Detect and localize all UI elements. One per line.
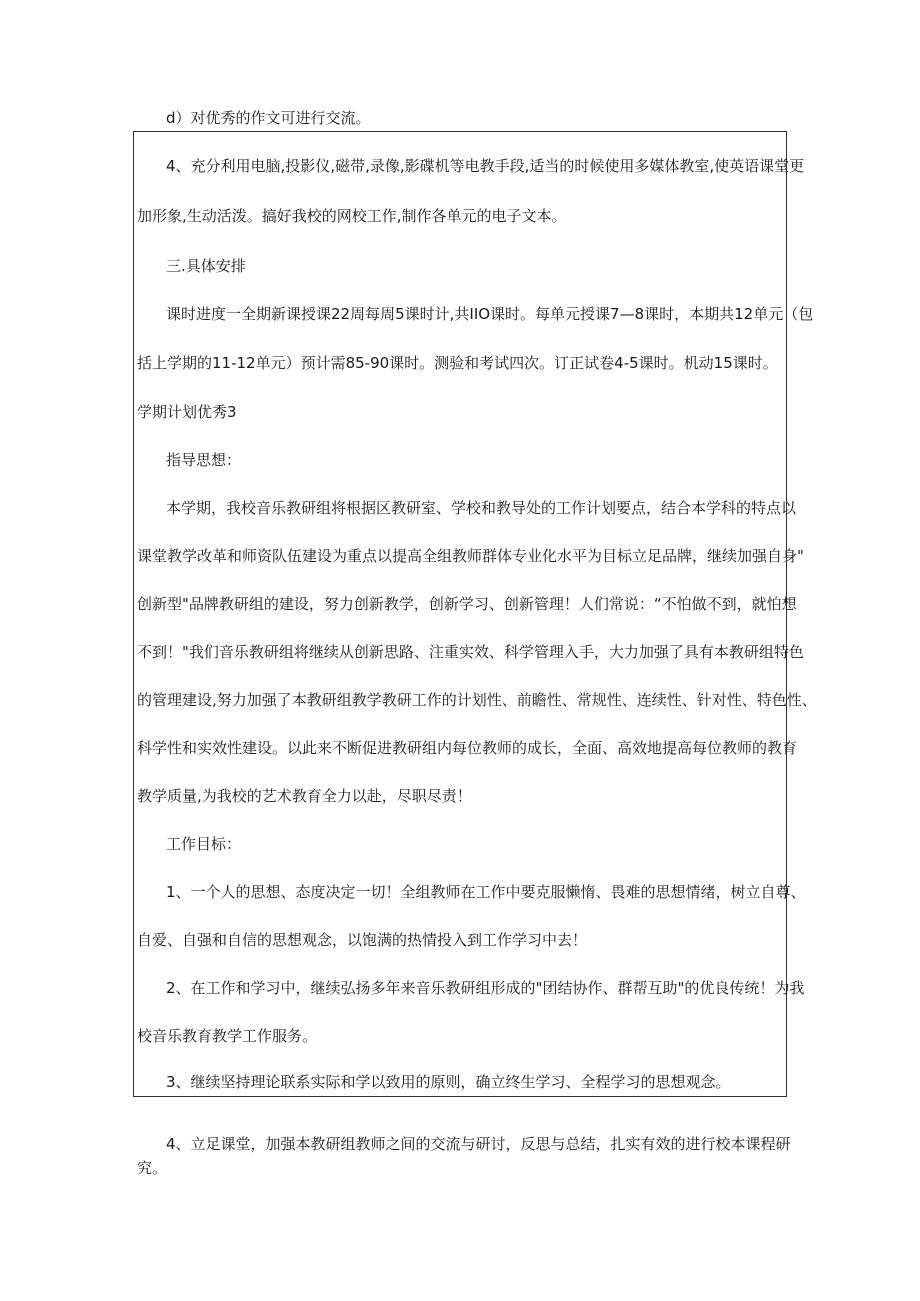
box-line-4: 课时进度一全期新课授课22周每周5课时计,共IIO课时。每单元授课7—8课时，本期共12单元（包	[166, 305, 814, 323]
box-line-12: 的管理建设,努力加强了本教研组教学教研工作的计划性、前瞻性、常规性、连续性、针对性、特色性、	[137, 691, 817, 709]
box-line-2: 加形象,生动活泼。搞好我校的网校工作,制作各单元的电子文本。	[137, 207, 567, 225]
bottom-line-1: 4、立足课堂，加强本教研组教师之间的交流与研讨，反思与总结，扎实有效的进行校本课程研	[166, 1135, 791, 1153]
box-line-1: 4、充分利用电脑,投影仪,磁带,录像,影碟机等电教手段,适当的时候使用多媒体教室,使英语课堂更	[166, 157, 805, 175]
box-line-17: 自爱、自强和自信的思想观念，以饱满的热情投入到工作学习中去！	[137, 931, 588, 949]
box-line-18: 2、在工作和学习中，继续弘扬多年来音乐教研组形成的"团结协作、群帮互助"的优良传统！为我	[166, 979, 805, 997]
box-line-16: 1、一个人的思想、态度决定一切！全组教师在工作中要克服懒惰、畏难的思想情绪，树立自尊、	[166, 883, 806, 901]
section-heading-schedule: 三.具体安排	[166, 257, 246, 275]
heading-work-goals: 工作目标：	[166, 835, 242, 853]
section-title-plan-3: 学期计划优秀3	[137, 403, 237, 421]
top-line: d）对优秀的作文可进行交流。	[166, 109, 371, 127]
box-line-10: 创新型"品牌教研组的建设，努力创新教学，创新学习、创新管理！人们常说：“不怕做不到，就怕想	[137, 595, 797, 613]
box-line-8: 本学期，我校音乐教研组将根据区教研室、学校和教导处的工作计划要点，结合本学科的特点以	[166, 499, 797, 517]
box-line-13: 科学性和实效性建设。以此来不断促进教研组内每位教师的成长，全面、高效地提高每位教师的教育	[137, 739, 798, 757]
box-line-20: 3、继续坚持理论联系实际和学以致用的原则，确立终生学习、全程学习的思想观念。	[166, 1073, 731, 1091]
heading-guiding-thought: 指导思想：	[166, 451, 242, 469]
box-line-14: 教学质量,为我校的艺术教育全力以赴，尽职尽责！	[137, 787, 472, 805]
box-line-19: 校音乐教育教学工作服务。	[137, 1027, 318, 1045]
box-line-9: 课堂教学改革和师资队伍建设为重点以提高全组教师群体专业化水平为目标立足品牌，继续加强自身"	[137, 547, 804, 565]
box-line-11: 不到！"我们音乐教研组将继续从创新思路、注重实效、科学管理入手，大力加强了具有本教研组特色	[137, 643, 804, 661]
bottom-line-2: 究。	[137, 1159, 168, 1177]
box-line-5: 括上学期的11-12单元）预计需85-90课时。测验和考试四次。订正试卷4-5课时。机动15课时。	[137, 354, 778, 372]
